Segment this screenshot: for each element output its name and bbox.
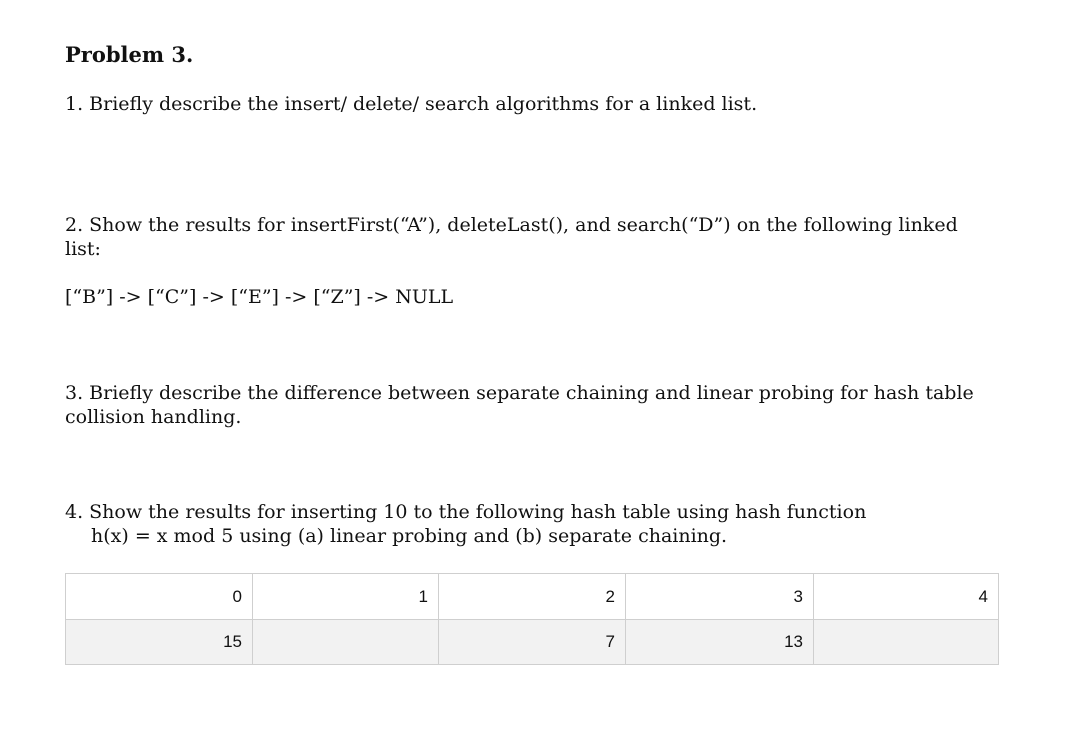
hash-index-cell: 4 (814, 574, 999, 620)
hash-value-cell (814, 620, 999, 665)
question-3: 3. Briefly describe the difference between separate chaining and linear probing for hash table collision handling. (65, 382, 974, 428)
hash-index-cell: 1 (253, 574, 439, 620)
hash-value-cell: 7 (439, 620, 626, 665)
hash-value-cell (253, 620, 439, 665)
question-4 (65, 500, 866, 548)
hash-index-cell: 3 (626, 574, 814, 620)
question-4-line-1: 4. Show the results for inserting 10 to the following hash table using hash function (65, 501, 867, 523)
hash-value-cell: 15 (66, 620, 253, 665)
question-2: 2. Show the results for insertFirst(“A”), deleteLast(), and search(“D”) on the following linked list: (65, 214, 958, 260)
question-1: 1. Briefly describe the insert/ delete/ search algorithms for a linked list. (65, 93, 758, 115)
question-4-line-2: h(x) = x mod 5 using (a) linear probing and (b) separate chaining. (91, 525, 728, 547)
hash-table-value-row (66, 620, 999, 665)
hash-index-cell: 2 (439, 574, 626, 620)
hash-table (65, 573, 999, 665)
hash-value-cell: 13 (626, 620, 814, 665)
hash-index-cell: 0 (66, 574, 253, 620)
hash-table-index-row (66, 574, 999, 620)
problem-title: Problem 3. (65, 42, 194, 67)
linked-list-example: [“B”] -> [“C”] -> [“E”] -> [“Z”] -> NULL (65, 286, 454, 308)
